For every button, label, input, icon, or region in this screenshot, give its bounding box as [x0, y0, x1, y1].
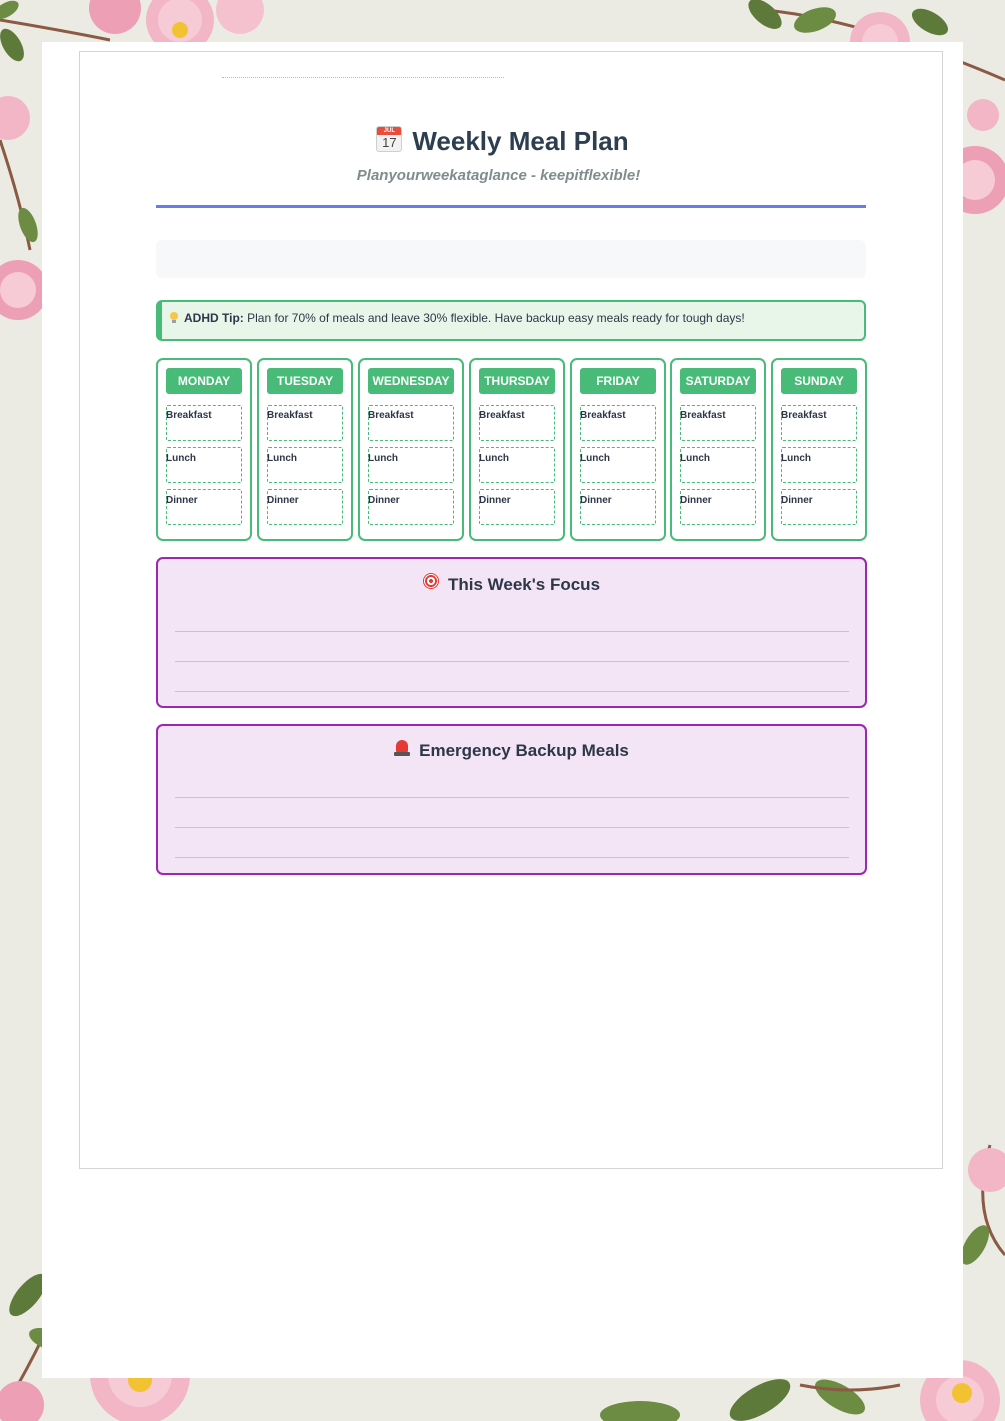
notes-box	[156, 240, 866, 278]
writing-line[interactable]	[175, 827, 849, 828]
target-icon	[423, 573, 439, 589]
calendar-icon-day: 17	[382, 135, 397, 150]
meal-label: Breakfast	[479, 410, 525, 421]
emergency-backup-section	[156, 724, 867, 875]
day-header: SUNDAY	[781, 368, 857, 394]
emergency-backup-title-text: Emergency Backup Meals	[419, 741, 629, 760]
adhd-tip-box	[156, 300, 866, 341]
page-title-text: Weekly Meal Plan	[412, 126, 629, 156]
meal-label: Breakfast	[368, 410, 414, 421]
meal-label: Breakfast	[781, 410, 827, 421]
day-header: THURSDAY	[479, 368, 555, 394]
tip-text: Plan for 70% of meals and leave 30% flexible. Have backup easy meals ready for tough days!	[243, 311, 745, 325]
page-title	[0, 126, 1005, 157]
meal-label: Dinner	[166, 495, 198, 506]
day-column	[358, 358, 464, 541]
weekly-focus-title-text: This Week's Focus	[447, 575, 601, 594]
meal-label: Lunch	[580, 453, 610, 464]
calendar-icon-month: JUL	[377, 127, 401, 135]
day-header: WEDNESDAY	[368, 368, 454, 394]
meal-label: Dinner	[580, 495, 612, 506]
meal-label: Dinner	[479, 495, 511, 506]
weekly-focus-section	[156, 557, 867, 708]
meal-label: Breakfast	[166, 410, 212, 421]
weekly-focus-title	[158, 573, 865, 595]
day-column	[771, 358, 867, 541]
calendar-icon	[376, 126, 402, 152]
meal-label: Breakfast	[580, 410, 626, 421]
day-column	[670, 358, 766, 541]
title-underline	[156, 205, 866, 208]
meal-label: Lunch	[680, 453, 710, 464]
writing-line[interactable]	[175, 797, 849, 798]
day-header: FRIDAY	[580, 368, 656, 394]
meal-label: Dinner	[680, 495, 712, 506]
meal-label: Lunch	[479, 453, 509, 464]
writing-line[interactable]	[175, 857, 849, 858]
meal-label: Lunch	[781, 453, 811, 464]
day-column	[156, 358, 252, 541]
day-header: SATURDAY	[680, 368, 756, 394]
day-header: MONDAY	[166, 368, 242, 394]
meal-label: Dinner	[368, 495, 400, 506]
writing-line[interactable]	[175, 661, 849, 662]
meal-label: Dinner	[781, 495, 813, 506]
page-subtitle: Planyourweekataglance - keepitflexible!	[356, 167, 641, 184]
day-column	[257, 358, 353, 541]
lightbulb-icon	[170, 312, 178, 323]
dotted-divider	[222, 77, 504, 78]
day-column	[570, 358, 666, 541]
meal-label: Lunch	[166, 453, 196, 464]
writing-line[interactable]	[175, 691, 849, 692]
day-header: TUESDAY	[267, 368, 343, 394]
meal-label: Breakfast	[680, 410, 726, 421]
meal-label: Lunch	[368, 453, 398, 464]
day-column	[469, 358, 565, 541]
meal-label: Breakfast	[267, 410, 313, 421]
writing-line[interactable]	[175, 631, 849, 632]
emergency-backup-title	[158, 740, 865, 761]
meal-label: Dinner	[267, 495, 299, 506]
siren-icon	[394, 740, 410, 756]
meal-label: Lunch	[267, 453, 297, 464]
tip-label: ADHD Tip:	[184, 311, 244, 325]
